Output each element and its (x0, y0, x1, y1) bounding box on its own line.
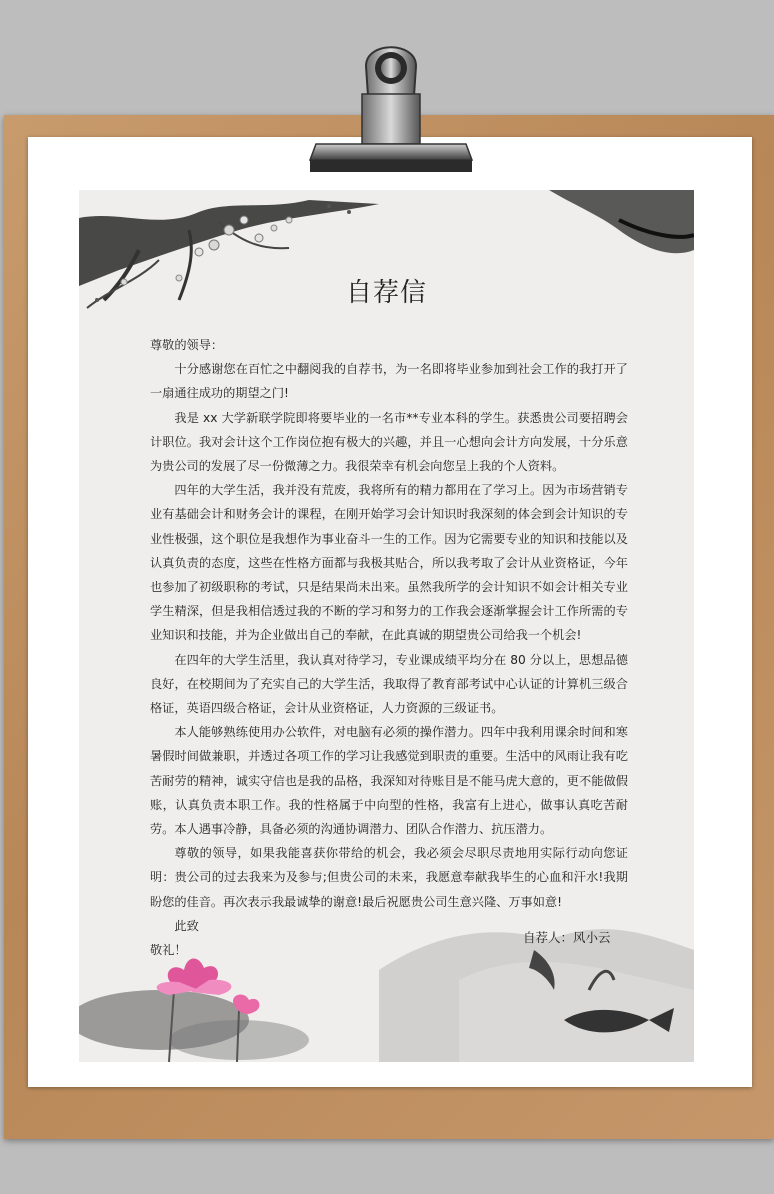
binder-clip-icon (296, 26, 486, 176)
letter-body (150, 333, 628, 962)
letter-paper (79, 190, 694, 1062)
paragraph-2: 我是 xx 大学新联学院即将要毕业的一名市**专业本科的学生。获悉贵公司要招聘会计职位。我对会计这个工作岗位抱有极大的兴趣，并且一心想向会计方向发展，十分乐意为贵公司的发展了尽一份微薄之力。我很荣幸有机会向您呈上我的个人资料。 (150, 410, 628, 474)
lotus-leaves-icon (79, 990, 309, 1062)
paragraph-4: 在四年的大学生活里，我认真对待学习，专业课成绩平均分在 80 分以上，思想品德良好，在校期间为了充实自己的大学生活，我取得了教育部考试中心认证的计算机三级合格证，英语四级合格证，会计从业资格证，人力资源的三级证书。 (150, 652, 628, 716)
salutation: 尊敬的领导： (150, 338, 224, 352)
paragraph-1: 十分感谢您在百忙之中翻阅我的自荐书，为一名即将毕业参加到社会工作的我打开了一扇通往成功的期望之门! (150, 362, 628, 401)
paragraph-6: 尊敬的领导，如果我能喜获你带给的机会，我必须会尽职尽责地用实际行动向您证明：贵公司的过去我来为及参与;但贵公司的未来，我愿意奉献我毕生的心血和汗水!我期盼您的佳音。再次表示我最诚挚的谢意!最后祝愿贵公司生意兴隆、万事如意! (150, 846, 628, 909)
paragraph-3: 四年的大学生活，我并没有荒废，我将所有的精力都用在了学习上。因为市场营销专业有基础会计和财务会计的课程，在刚开始学习会计知识时我深刻的体会到会计知识的专业性极强，这个职位是我想作为事业奋斗一生的工作。因为它需要专业的知识和技能以及认真负责的态度，这些在性格方面都与我极其贴合，所以我考取了会计从业资格证，今年也参加了初级职称的考试，只是结果尚未出来。虽然我所学的会计知识不如会计相关专业学生精深，但是我相信透过我的不断的学习和努力的工作我会逐渐掌握会计工作所需的专业知识和技能，并为企业做出自己的奉献，在此真诚的期望贵公司给我一个机会! (150, 483, 628, 643)
closing-line-1: 此致 (174, 918, 199, 933)
ink-splash-top-right-icon (549, 190, 694, 253)
letter-title: 自荐信 (345, 278, 427, 308)
signature: 自荐人：风小云 (523, 930, 611, 945)
paragraph-5: 本人能够熟练使用办公软件，对电脑有必须的操作潜力。四年中我利用课余时间和寒暑假时间做兼职，并透过各项工作的学习让我感觉到职责的重要。生活中的风雨让我有吃苦耐劳的精神，诚实守信也是我的品格，我深知对待账目是不能马虎大意的，更不能做假账，认真负责本职工作。我的性格属于中向型的性格，我富有上进心，做事认真吃苦耐劳。本人遇事冷静，具备必须的沟通协调潜力、团队合作潜力、抗压潜力。 (150, 725, 628, 837)
closing-line-2: 敬礼！ (150, 943, 187, 958)
